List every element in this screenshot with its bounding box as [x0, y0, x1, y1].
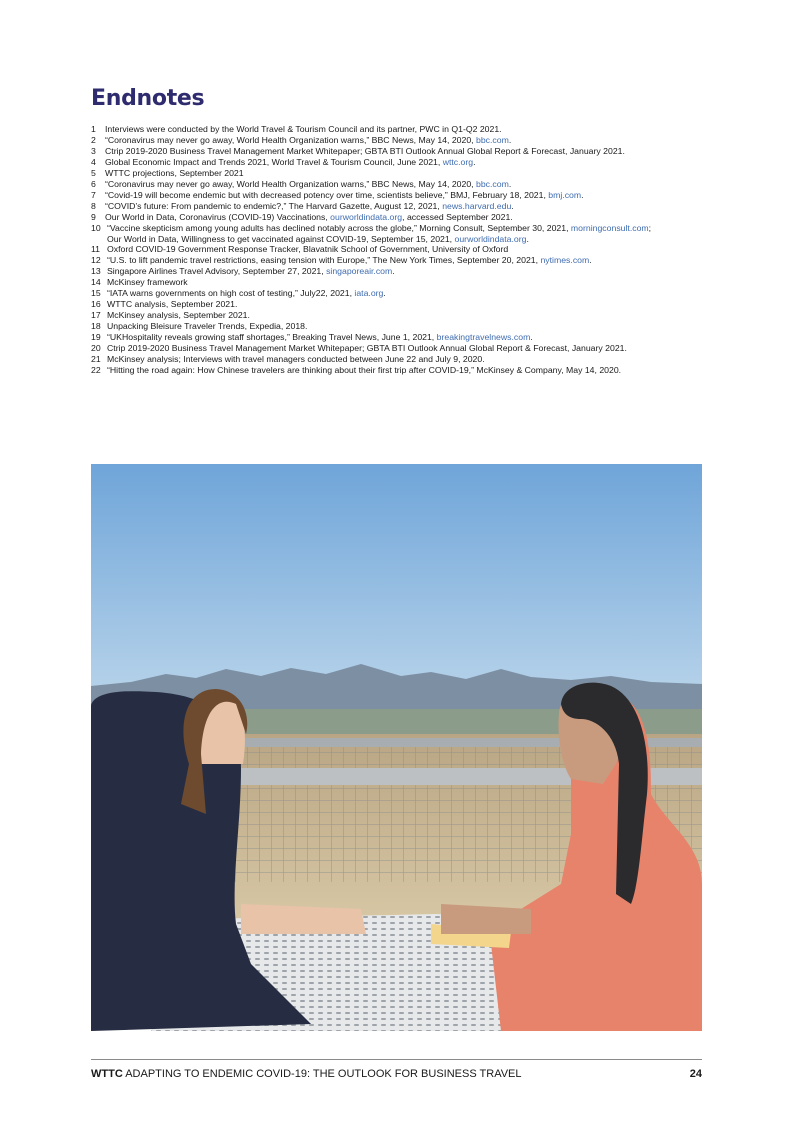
endnote-number: 19 — [91, 332, 101, 343]
endnote-4 — [91, 157, 711, 168]
endnote-text: . — [383, 288, 386, 299]
footer — [91, 1068, 702, 1080]
endnote-2 — [91, 135, 711, 146]
endnote-text: Interviews were conducted by the World Travel & Tourism Council and its partner, PWC in Q1-Q2 2021. — [105, 124, 502, 134]
endnote-text: “UKHospitality reveals growing staff shortages,” Breaking Travel News, June 1, 2021, — [107, 332, 437, 343]
endnote-number: 18 — [91, 321, 101, 332]
endnote-body — [107, 223, 651, 245]
footer-rule — [91, 1059, 702, 1060]
endnote-link[interactable]: singaporeair.com — [326, 266, 393, 277]
endnote-body — [105, 212, 513, 223]
endnote-12 — [91, 255, 711, 266]
endnote-number: 12 — [91, 255, 101, 266]
endnote-text: . — [392, 266, 395, 277]
endnote-text: “Coronavirus may never go away, World Health Organization warns,” BBC News, May 14, 2020, — [105, 134, 476, 145]
endnote-text: Ctrip 2019-2020 Business Travel Management Market Whitepaper; GBTA BTI Outlook Annual Global Report & Forecast, January 2021. — [105, 145, 625, 156]
endnote-8 — [91, 201, 711, 212]
endnote-text: Unpacking Bleisure Traveler Trends, Expedia, 2018. — [107, 321, 308, 332]
endnote-1 — [91, 124, 711, 135]
endnote-number: 6 — [91, 178, 96, 189]
endnote-text: , accessed September 2021. — [402, 211, 513, 222]
endnote-17 — [91, 310, 711, 321]
endnote-13 — [91, 266, 711, 277]
endnote-number: 9 — [91, 211, 96, 222]
endnote-21 — [91, 354, 711, 365]
endnote-number: 10 — [91, 222, 101, 233]
endnote-text: Our World in Data, Coronavirus (COVID-19) Vaccinations, — [105, 211, 331, 222]
endnotes-list — [91, 124, 711, 376]
endnote-text: “Coronavirus may never go away, World Health Organization warns,” BBC News, May 14, 2020, — [105, 178, 476, 189]
endnote-link[interactable]: wttc.org — [442, 156, 474, 167]
photo-two-women-meeting-outdoors — [91, 464, 702, 1031]
endnote-link[interactable]: bbc.com — [475, 134, 509, 145]
endnote-text: . — [526, 233, 529, 244]
endnote-text: . — [511, 200, 514, 211]
endnote-text: WTTC projections, September 2021 — [105, 167, 244, 178]
endnote-body — [105, 157, 476, 168]
endnote-body — [105, 179, 511, 190]
endnote-text: “Hitting the road again: How Chinese travelers are thinking about their first trip after COVID-19,” McKinsey & Company, May 14, 2020. — [107, 364, 622, 375]
endnote-text: ; — [648, 222, 652, 233]
endnote-body — [105, 168, 244, 179]
endnote-link[interactable]: breakingtravelnews.com — [436, 332, 531, 343]
endnote-number: 14 — [91, 277, 101, 288]
footer-title: ADAPTING TO ENDEMIC COVID-19: THE OUTLOOK FOR BUSINESS TRAVEL — [122, 1068, 522, 1080]
endnote-body — [105, 201, 514, 212]
endnote-text: McKinsey analysis; Interviews with travel managers conducted between June 22 and July 9, 2020. — [107, 354, 485, 365]
endnote-text: . — [581, 189, 584, 200]
endnote-body — [107, 332, 533, 343]
endnote-text: . — [508, 178, 512, 189]
endnote-number: 21 — [91, 354, 101, 365]
endnote-text: Global Economic Impact and Trends 2021, World Travel & Tourism Council, June 2021, — [105, 156, 443, 167]
endnote-number: 20 — [91, 343, 101, 354]
endnote-link[interactable]: ourworldindata.org — [454, 233, 527, 244]
endnote-link[interactable]: nytimes.com — [540, 255, 590, 266]
endnote-body — [107, 310, 250, 321]
endnote-body — [107, 266, 395, 277]
endnote-text: “IATA warns governments on high cost of testing,” July22, 2021, — [107, 288, 355, 299]
endnote-text: “Covid-19 will become endemic but with decreased potency over time, scientists believe,” BMJ, February 18, 2021, — [105, 189, 549, 200]
endnote-number: 3 — [91, 145, 96, 156]
endnote-text: McKinsey framework — [107, 277, 188, 288]
endnote-text: Our World in Data, Willingness to get vaccinated against COVID-19, September 15, 2021, — [107, 233, 455, 244]
endnote-link[interactable]: bmj.com — [548, 189, 582, 200]
endnote-9 — [91, 212, 711, 223]
endnote-20 — [91, 343, 711, 354]
endnote-text: “U.S. to lift pandemic travel restrictions, easing tension with Europe,” The New York Times, September 20, 2021, — [107, 255, 541, 266]
endnote-text: “Vaccine skepticism among young adults has declined notably across the globe,” Morning Consult, September 30, 2021, — [107, 222, 571, 233]
endnote-body — [107, 244, 508, 255]
endnote-number: 11 — [91, 244, 101, 255]
endnote-body — [107, 277, 188, 288]
endnote-text: . — [508, 134, 512, 145]
endnote-body — [107, 343, 627, 354]
endnote-11 — [91, 244, 711, 255]
endnote-number: 7 — [91, 189, 96, 200]
endnote-number: 13 — [91, 266, 101, 277]
endnote-number: 17 — [91, 310, 101, 321]
endnote-22 — [91, 365, 711, 376]
endnote-text: Oxford COVID-19 Government Response Tracker, Blavatnik School of Government, University of Oxford — [107, 244, 509, 255]
endnote-body — [107, 288, 386, 299]
page-title: Endnotes — [91, 86, 205, 111]
endnote-number: 15 — [91, 288, 101, 299]
endnote-number: 4 — [91, 156, 96, 167]
endnote-link[interactable]: iata.org — [354, 288, 384, 299]
endnote-text: Singapore Airlines Travel Advisory, September 27, 2021, — [107, 266, 327, 277]
endnote-5 — [91, 168, 711, 179]
endnote-text: WTTC analysis, September 2021. — [107, 299, 238, 310]
endnote-3 — [91, 146, 711, 157]
endnote-number: 22 — [91, 364, 101, 375]
endnote-text: “COVID’s future: From pandemic to endemic?,” The Harvard Gazette, August 12, 2021, — [105, 200, 443, 211]
endnote-19 — [91, 332, 711, 343]
endnote-number: 2 — [91, 134, 96, 145]
endnote-body — [107, 365, 621, 376]
endnote-18 — [91, 321, 711, 332]
endnote-body — [105, 124, 502, 135]
endnote-continuation — [107, 234, 651, 245]
endnote-number: 5 — [91, 167, 96, 178]
endnote-body — [105, 146, 625, 157]
endnote-text: McKinsey analysis, September 2021. — [107, 310, 250, 321]
endnote-link[interactable]: bbc.com — [475, 178, 509, 189]
endnote-15 — [91, 288, 711, 299]
sky — [91, 464, 702, 704]
endnote-number: 1 — [91, 124, 96, 134]
endnote-body — [107, 321, 307, 332]
endnote-6 — [91, 179, 711, 190]
endnote-number: 8 — [91, 200, 96, 211]
footer-brand: WTTC — [91, 1068, 123, 1080]
endnote-body — [107, 255, 592, 266]
endnote-body — [105, 190, 584, 201]
endnote-7 — [91, 190, 711, 201]
endnote-body — [107, 354, 485, 365]
endnote-10 — [91, 223, 711, 245]
endnote-text: Ctrip 2019-2020 Business Travel Management Market Whitepaper; GBTA BTI Outlook Annual Global Report & Forecast, January 2021. — [107, 343, 627, 354]
endnote-link[interactable]: morningconsult.com — [570, 222, 649, 233]
endnote-number: 16 — [91, 299, 101, 310]
endnote-16 — [91, 299, 711, 310]
endnote-body — [105, 135, 511, 146]
endnote-link[interactable]: ourworldindata.org — [330, 211, 403, 222]
endnote-text: . — [473, 156, 476, 167]
endnote-text: . — [589, 255, 592, 266]
endnote-body — [107, 299, 237, 310]
page-number: 24 — [689, 1068, 702, 1080]
endnote-link[interactable]: news.harvard.edu — [442, 200, 512, 211]
endnote-text: . — [530, 332, 533, 343]
endnote-14 — [91, 277, 711, 288]
